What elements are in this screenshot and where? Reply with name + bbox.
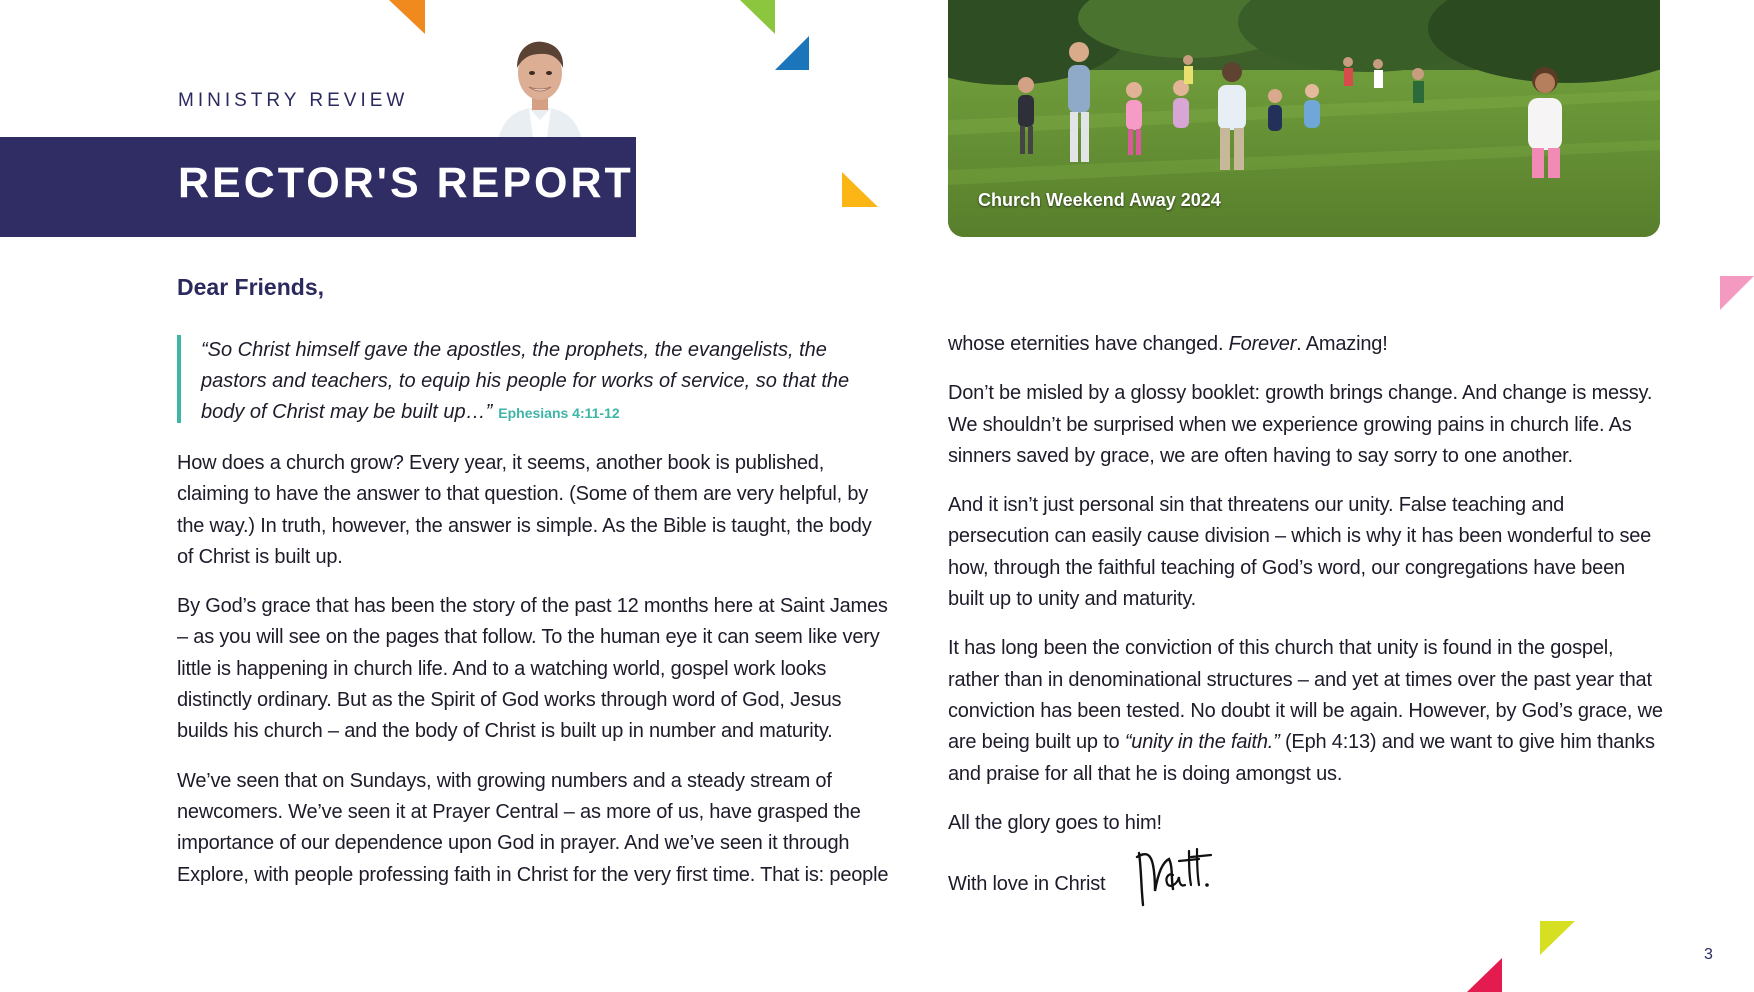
signature: [1133, 845, 1213, 917]
scripture-quote: [177, 335, 877, 423]
letter-column-right: [948, 329, 1664, 917]
paragraph: How does a church grow? Every year, it seems, another book is published, claiming to have the answer to that question. (Some of them are very helpful, by the way.) In truth, however, the answer is simple. As the Bible is taught, the body of Christ is built up.: [177, 452, 872, 568]
emphasis-text: Forever: [1228, 333, 1297, 355]
quote-text: [201, 335, 877, 429]
decor-triangle-yellow: [842, 172, 878, 207]
quote-reference: Ephesians 4:11-12: [498, 405, 620, 421]
paragraph-text: . Amazing!: [1296, 333, 1388, 355]
weekend-away-photo: [948, 0, 1660, 237]
paragraph: By God’s grace that has been the story of the past 12 months here at Saint James – as you will see on the pages that follow. To the human eye it can seem like very little is happening in church life. And to a watching world, gospel work looks distinctly ordinary. But as the Spirit of God works through word of God, Jesus builds his church – and the body of Christ is built up in number and maturity.: [177, 595, 888, 743]
decor-triangle-green: [740, 0, 775, 34]
paragraph-text: whose eternities have changed.: [948, 333, 1229, 355]
signoff-text: With love in Christ: [948, 872, 1106, 895]
paragraph: And it isn’t just personal sin that threatens our unity. False teaching and persecution can easily cause division – which is why it has been wonderful to see how, through the faithful teaching of God’s word, our congregations have been built up to unity and maturity.: [948, 494, 1652, 611]
photo-caption: Church Weekend Away 2024: [978, 190, 1221, 210]
letter-column-left: [177, 448, 893, 909]
closing-line: All the glory goes to him!: [948, 811, 1162, 834]
salutation: Dear Friends,: [177, 274, 324, 300]
paragraph: [948, 329, 1664, 360]
paragraph: [948, 633, 1664, 789]
paragraph: Don’t be misled by a glossy booklet: growth brings change. And change is messy. We shouldn’t be surprised when we experience growing pains in church life. As sinners saved by grace, we are often having to say sorry to one another.: [948, 382, 1653, 467]
decor-triangle-orange: [389, 0, 425, 34]
page-title: RECTOR'S REPORT: [178, 159, 634, 207]
decor-triangle-pink: [1720, 276, 1754, 310]
section-kicker: MINISTRY REVIEW: [178, 90, 409, 111]
emphasis-text: “unity in the faith.”: [1124, 731, 1280, 754]
decor-triangle-crimson: [1467, 958, 1502, 992]
decor-triangle-blue: [775, 36, 809, 70]
page-number: 3: [1704, 946, 1713, 963]
paragraph: We’ve seen that on Sundays, with growing numbers and a steady stream of newcomers. We’ve seen it at Prayer Central – as more of us, have grasped the importance of our dependence upon God in prayer. And we’ve seen it through Explore, with people professing faith in Christ for the very first time. That is: people: [177, 769, 889, 886]
title-banner: [0, 137, 636, 237]
signoff: [948, 851, 1664, 917]
paragraph-text: (Eph 4:13) and we want to give him thanks and praise for all that he is doing amongst us.: [948, 731, 1655, 785]
rector-portrait: [495, 28, 585, 137]
paragraph-text: It has long been the conviction of this church that unity is found in the gospel, rather than in denominational structures – and yet at times over the past year that conviction has been tested. No doubt it will be again. However, by God’s grace, we are being built up to: [948, 637, 1663, 754]
quote-body: “So Christ himself gave the apostles, the prophets, the evangelists, the pastors and teachers, to equip his people for works of service, so that the body of Christ may be built up…”: [201, 339, 850, 423]
decor-triangle-lime: [1540, 921, 1575, 955]
